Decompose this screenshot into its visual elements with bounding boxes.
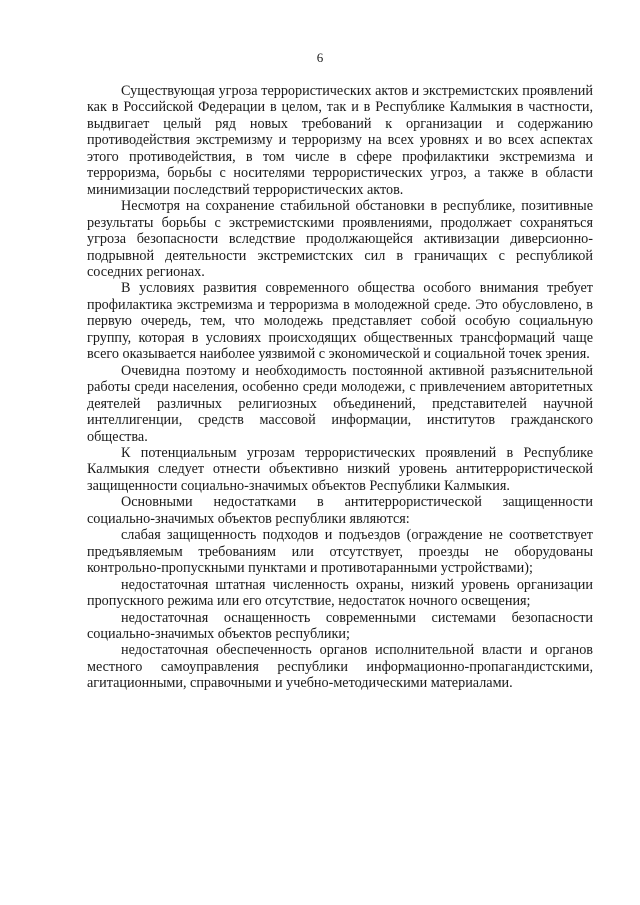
list-item-weak-protection: слабая защищенность подходов и подъездов (ограждение не соответствует предъявляемым требованиям или отсутствует, проезды не оборудованы контрольно-пропускными пунктами и противотаранными устройствами); <box>87 527 593 577</box>
paragraph-stable-situation: Несмотря на сохранение стабильной обстановки в республике, позитивные результаты борьбы с экстремистскими проявлениями, продолжает сохраняться угроза безопасности вследствие продолжающейся активизации диверсионно-подрывной деятельности экстремистских сил в граничащих с республикой соседних регионах. <box>87 198 593 280</box>
paragraph-outreach-work: Очевидна поэтому и необходимость постоянной активной разъяснительной работы среди населения, особенно среди молодежи, с привлечением авторитетных деятелей различных религиозных объединений, представителей научной интеллигенции, средств массовой информации, институтов гражданского общества. <box>87 362 593 445</box>
list-item-insufficient-staff: недостаточная штатная численность охраны, низкий уровень организации пропускного режима или его отсутствие, недостаток ночного освещения; <box>87 576 593 610</box>
document-body <box>87 83 593 692</box>
paragraph-terror-threat: Существующая угроза террористических актов и экстремистских проявлений как в Российской Федерации в целом, так и в Республике Калмыкия в частности, выдвигает целый ряд новых требований к организации и содержанию противодействия экстремизму и терроризму на всех уровнях и во всех аспектах этого противодействия, в том числе в сфере профилактики экстремизма и терроризма, борьбы с носителями террористических угроз, а также в области минимизации последствий террористических актов. <box>87 83 593 198</box>
list-item-materials-provision: недостаточная обеспеченность органов исполнительной власти и органов местного самоуправления республики информационно-пропагандистскими, агитационными, справочными и учебно-методическими материалами. <box>87 642 593 692</box>
paragraph-potential-threats: К потенциальным угрозам террористических проявлений в Республике Калмыкия следует отнести объективно низкий уровень антитеррористической защищенности социально-значимых объектов Республики Калмыкия. <box>87 444 593 494</box>
paragraph-main-shortcomings: Основными недостатками в антитеррористической защищенности социально-значимых объектов республики являются: <box>87 494 593 527</box>
list-item-security-systems: недостаточная оснащенность современными системами безопасности социально-значимых объектов республики; <box>87 609 593 642</box>
page-number: 6 <box>316 50 324 65</box>
paragraph-youth-prevention: В условиях развития современного общества особого внимания требует профилактика экстремизма и терроризма в молодежной среде. Это обусловлено, в первую очередь, тем, что молодежь представляет собой особую социальную группу, которая в условиях происходящих общественных трансформаций чаще всего оказывается наиболее уязвимой с экономической и социальной точек зрения. <box>87 280 593 363</box>
